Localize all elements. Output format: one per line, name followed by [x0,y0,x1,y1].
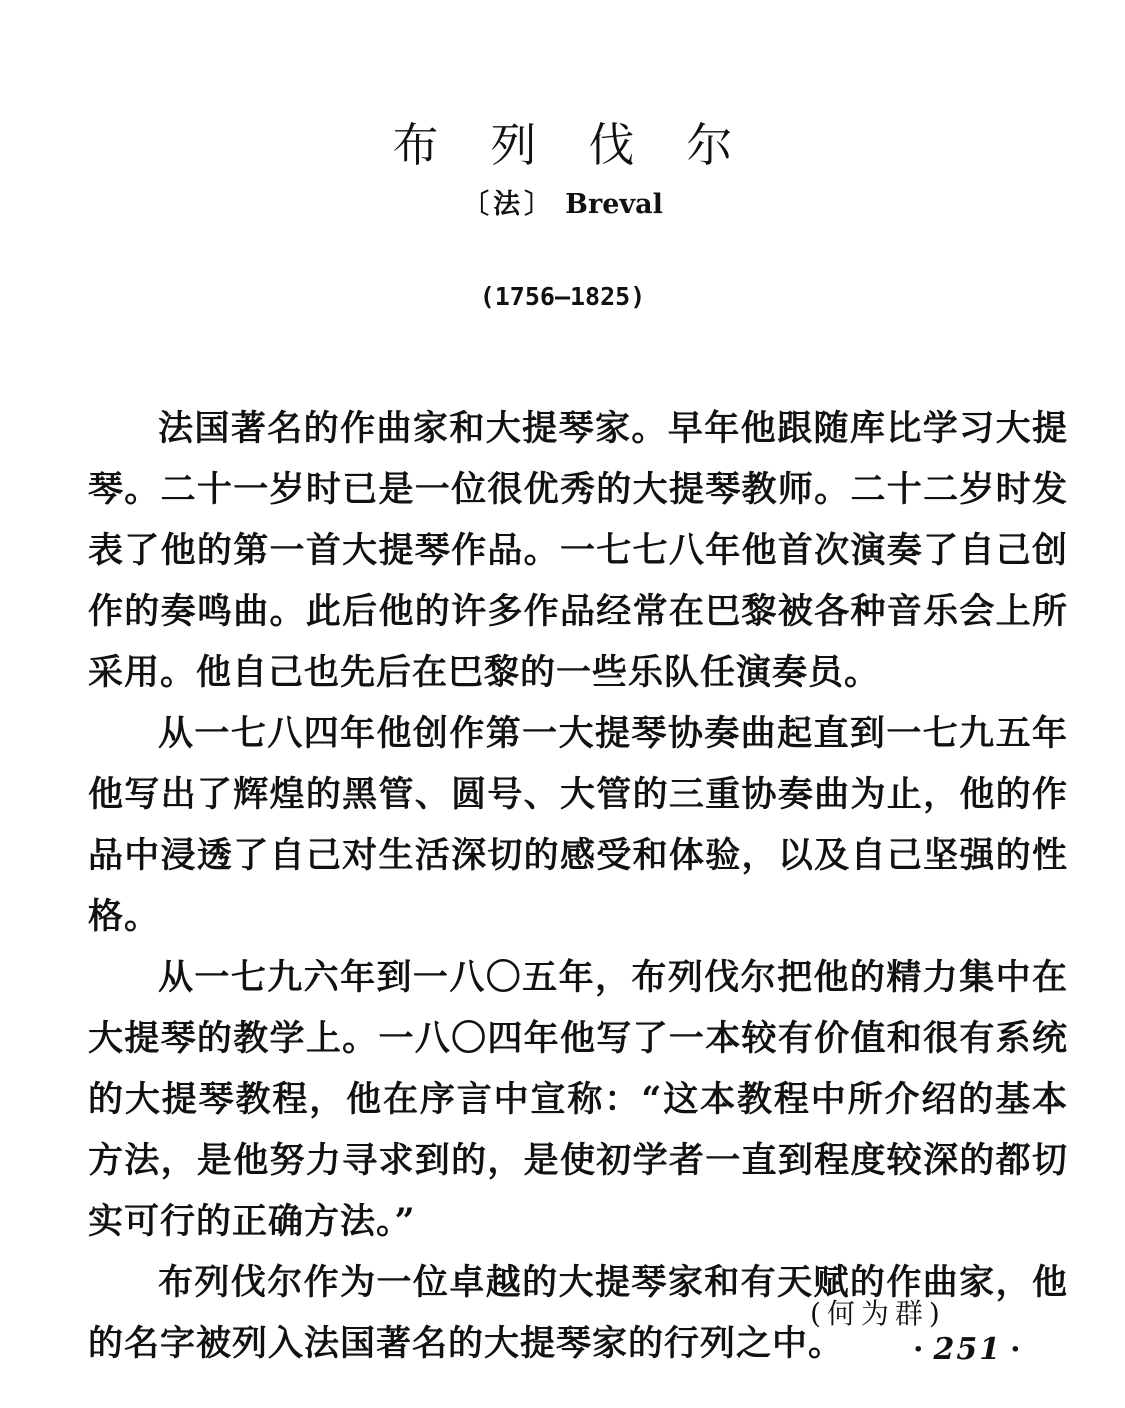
life-years: (1756—1825) [479,282,646,311]
paragraph-3: 从一七九六年到一八〇五年，布列伐尔把他的精力集中在大提琴的教学上。一八〇四年他写了一本较有价值和很有系统的大提琴教程，他在序言中宣称：“这本教程中所介绍的基本方法，是他努力寻求到的，是使初学者一直到程度较深的都切实可行的正确方法。” [88,957,1068,1242]
page-title: 布列伐尔 [392,117,785,172]
origin-country: 〔法〕 [462,189,556,220]
paragraph-1: 法国著名的作曲家和大提琴家。早年他跟随库比学习大提琴。二十一岁时已是一位很优秀的大提琴教师。二十二岁时发表了他的第一首大提琴作品。一七七八年他首次演奏了自己创作的奏鸣曲。此后他的许多作品经常在巴黎被各种音乐会上所采用。他自己也先后在巴黎的一些乐队任演奏员。 [88,408,1068,693]
page-number-value: 251 [933,1332,1003,1367]
page-number-dot-right: · [1010,1332,1023,1367]
page-number-dot-left: · [913,1332,926,1367]
page-number [905,1332,1031,1367]
author-credit: (何为群) [810,1297,946,1330]
paragraph-2: 从一七八四年他创作第一大提琴协奏曲起直到一七九五年他写出了辉煌的黑管、圆号、大管的三重协奏曲为止，他的作品中浸透了自己对生活深切的感受和体验，以及自己坚强的性格。 [88,713,1068,937]
article-body [88,398,1068,1374]
origin-line [0,182,1125,221]
latin-name: Breval [565,189,663,220]
paragraph-4: 布列伐尔作为一位卓越的大提琴家和有天赋的作曲家，他的名字被列入法国著名的大提琴家的行列之中。 [88,1262,1068,1364]
